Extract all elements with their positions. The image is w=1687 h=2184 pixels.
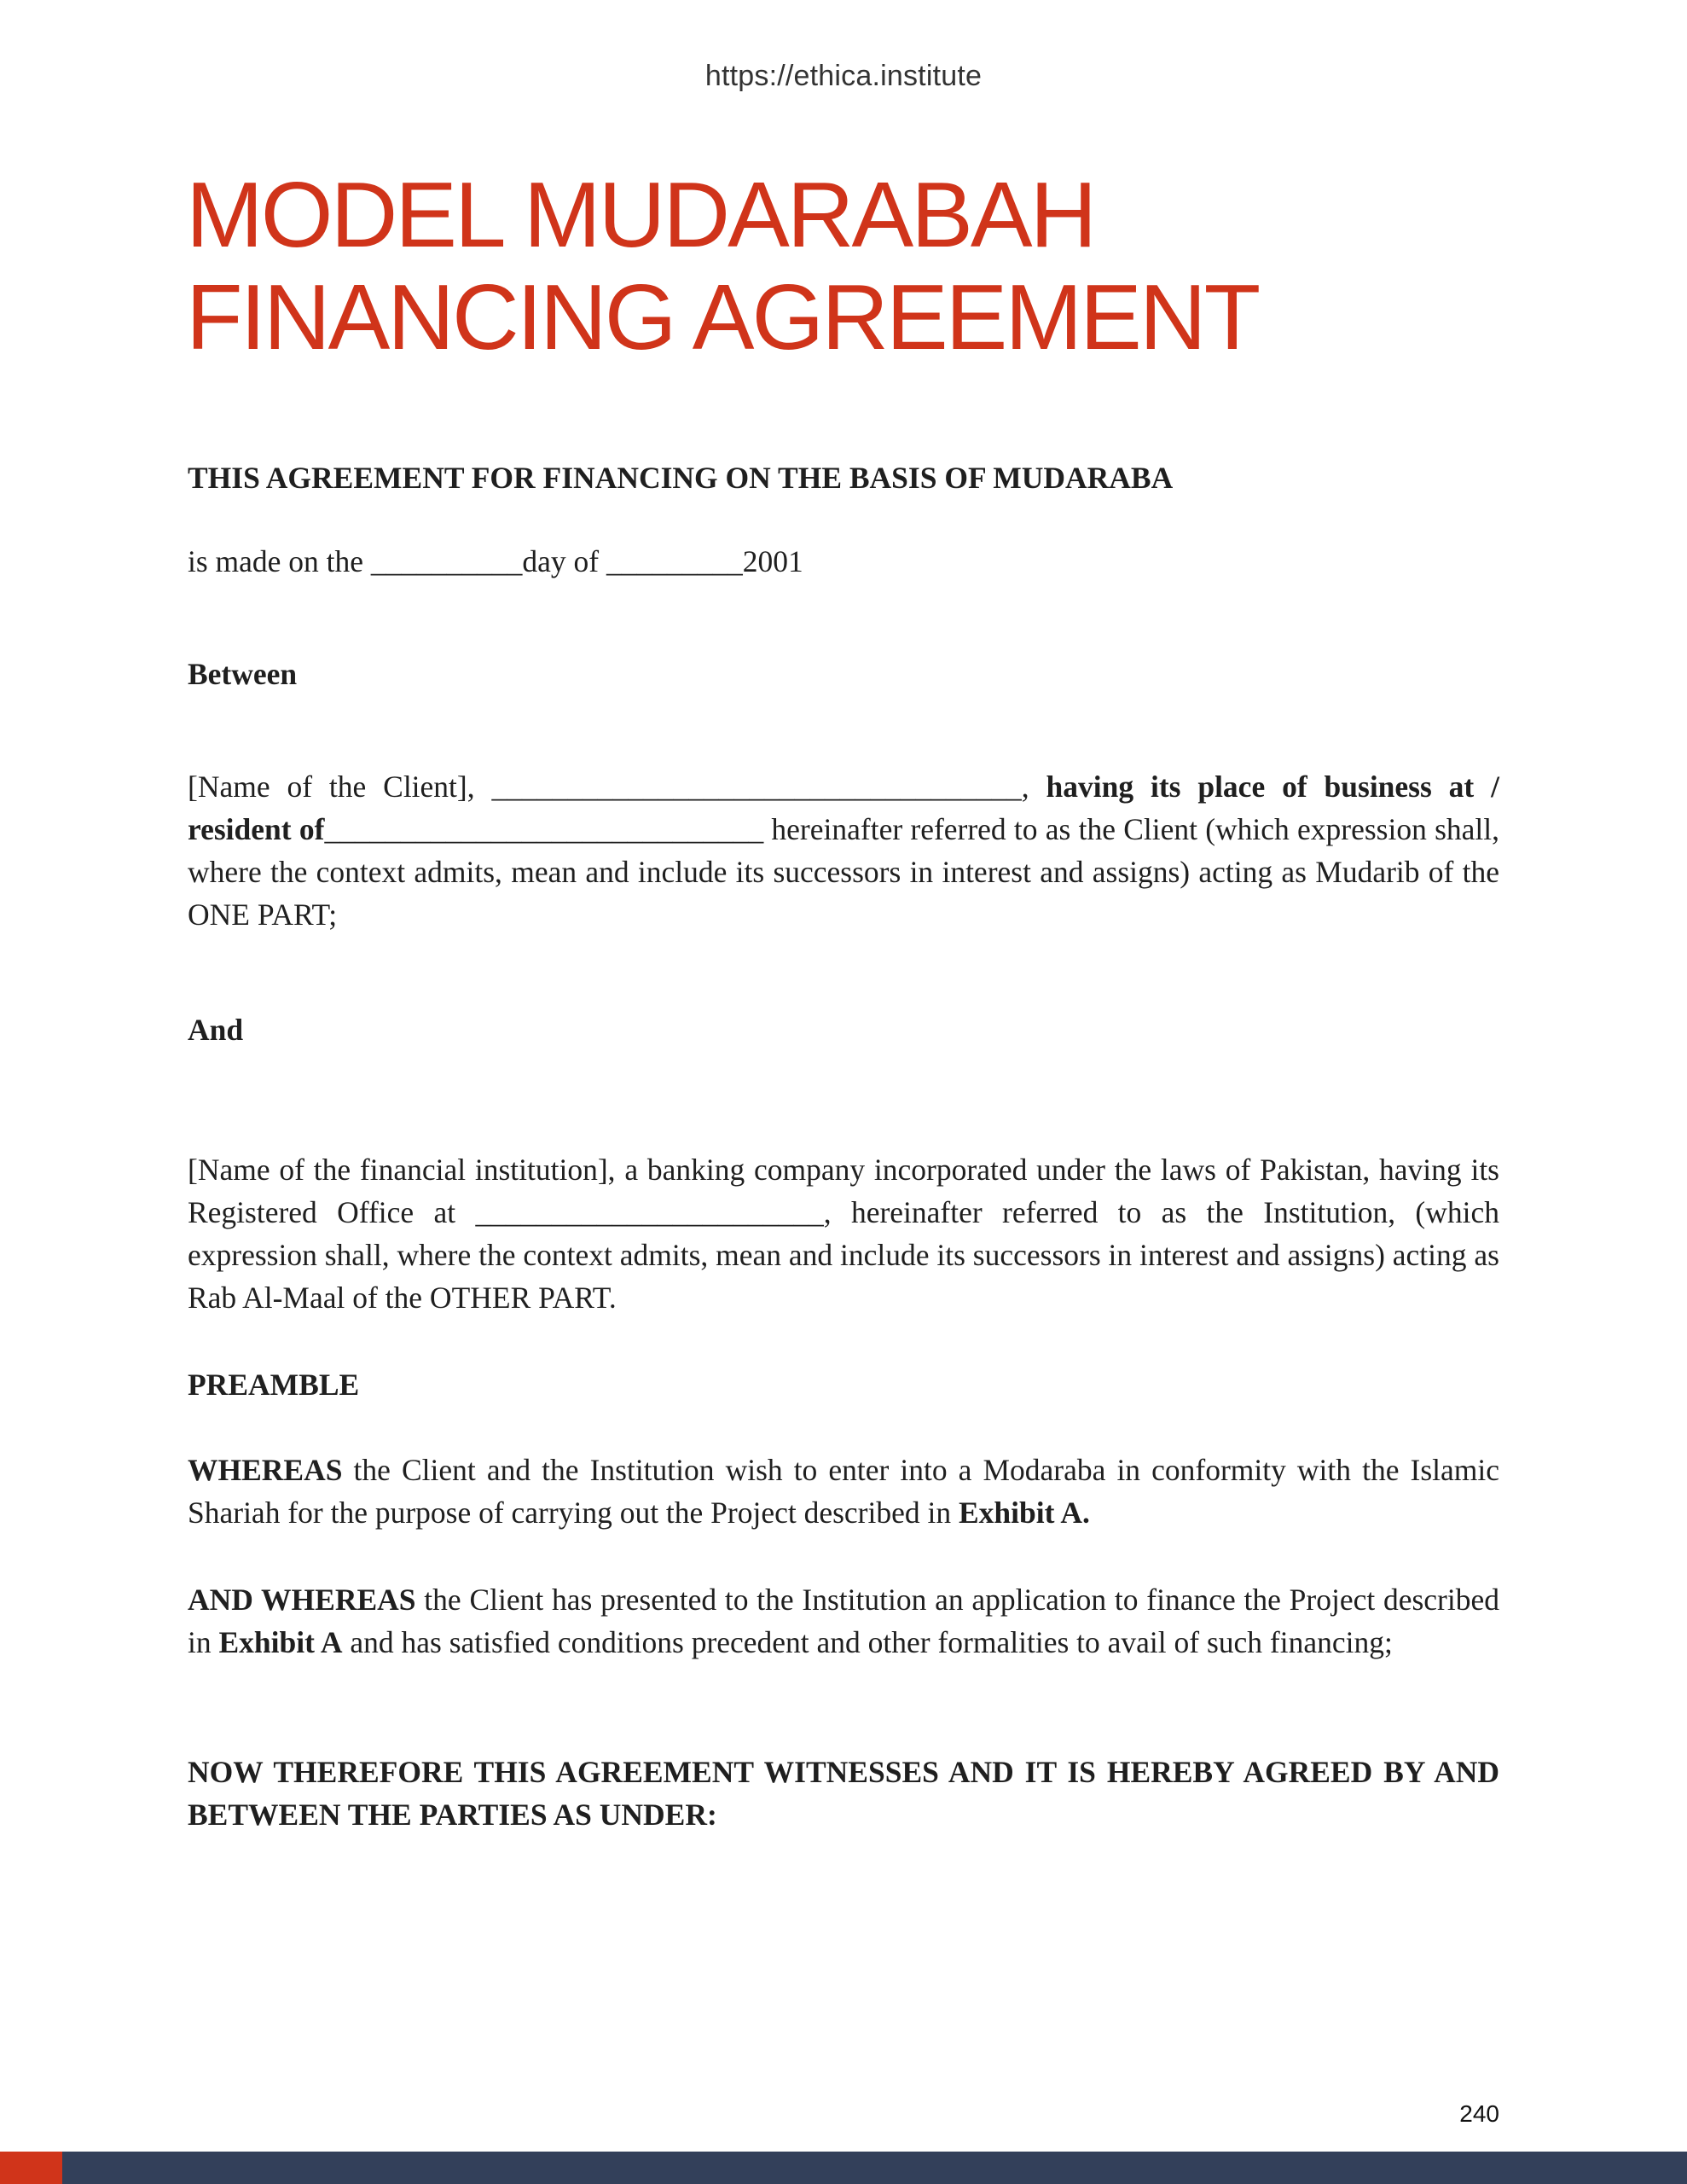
institution-party-paragraph: [Name of the financial institution], a banking company incorporated under the laws of Pakistan, having its Registered Office at _______________________, hereinafter referred to as the Institution, (which expression shall, where the context admits, mean and include its successors in interest and assigns) acting as Rab Al-Maal of the OTHER PART. <box>188 1153 1499 1315</box>
whereas-2-block <box>188 1578 1499 1664</box>
whereas-1-bold: WHEREAS <box>188 1453 343 1487</box>
footer-bar <box>0 2152 1687 2184</box>
client-party-paragraph <box>188 765 1499 936</box>
whereas-2-exhibit: Exhibit A <box>218 1625 343 1659</box>
made-on-line: is made on the __________day of _________2001 <box>188 544 803 578</box>
whereas-2-text-2: and has satisfied conditions precedent and other formalities to avail of such financing; <box>342 1625 1393 1659</box>
whereas-2-bold: AND WHEREAS <box>188 1583 416 1617</box>
title-line-1: MODEL MUDARABAH <box>186 163 1095 267</box>
agreement-heading-block <box>188 456 1499 499</box>
page-number: 240 <box>1459 2100 1499 2127</box>
now-therefore-block <box>188 1751 1499 1836</box>
and-block <box>188 1008 1499 1051</box>
institution-party-block <box>188 1148 1499 1319</box>
whereas-1-paragraph <box>188 1449 1499 1534</box>
client-party-bold: having its place of business at / resident of <box>188 770 1499 846</box>
whereas-1-text: the Client and the Institution wish to enter into a Modaraba in conformity with the Islamic Shariah for the purpose of carrying out the Project described in <box>188 1453 1499 1530</box>
client-party-block <box>188 765 1499 936</box>
and-label: And <box>188 1013 244 1047</box>
page-title <box>186 164 1516 369</box>
whereas-1-exhibit: Exhibit A. <box>959 1496 1090 1530</box>
client-party-text-1: [Name of the Client], ___________________________________, <box>188 770 1046 804</box>
preamble-block <box>188 1363 1499 1406</box>
whereas-2-text-1: the Client has presented to the Institution an application to finance the Project described in <box>188 1583 1499 1659</box>
client-party-text-2: _____________________________ hereinafter referred to as the Client (which expression shall, where the context admits, mean and include its successors in interest and assigns) acting as Mudarib of the ONE PART; <box>188 812 1500 932</box>
between-block <box>188 653 1499 695</box>
site-url: https://ethica.institute <box>704 60 983 92</box>
made-on-block <box>188 540 1499 583</box>
now-therefore-paragraph: NOW THEREFORE THIS AGREEMENT WITNESSES AND IT IS HEREBY AGREED BY AND BETWEEN THE PARTIES AS UNDER: <box>188 1755 1499 1832</box>
agreement-heading: THIS AGREEMENT FOR FINANCING ON THE BASIS OF MUDARABA <box>188 461 1174 495</box>
title-line-2: FINANCING AGREEMENT <box>186 265 1259 369</box>
preamble-label: PREAMBLE <box>188 1368 360 1402</box>
whereas-2-paragraph <box>188 1578 1499 1664</box>
footer-accent <box>0 2152 62 2184</box>
between-label: Between <box>188 657 298 691</box>
whereas-1-block <box>188 1449 1499 1534</box>
